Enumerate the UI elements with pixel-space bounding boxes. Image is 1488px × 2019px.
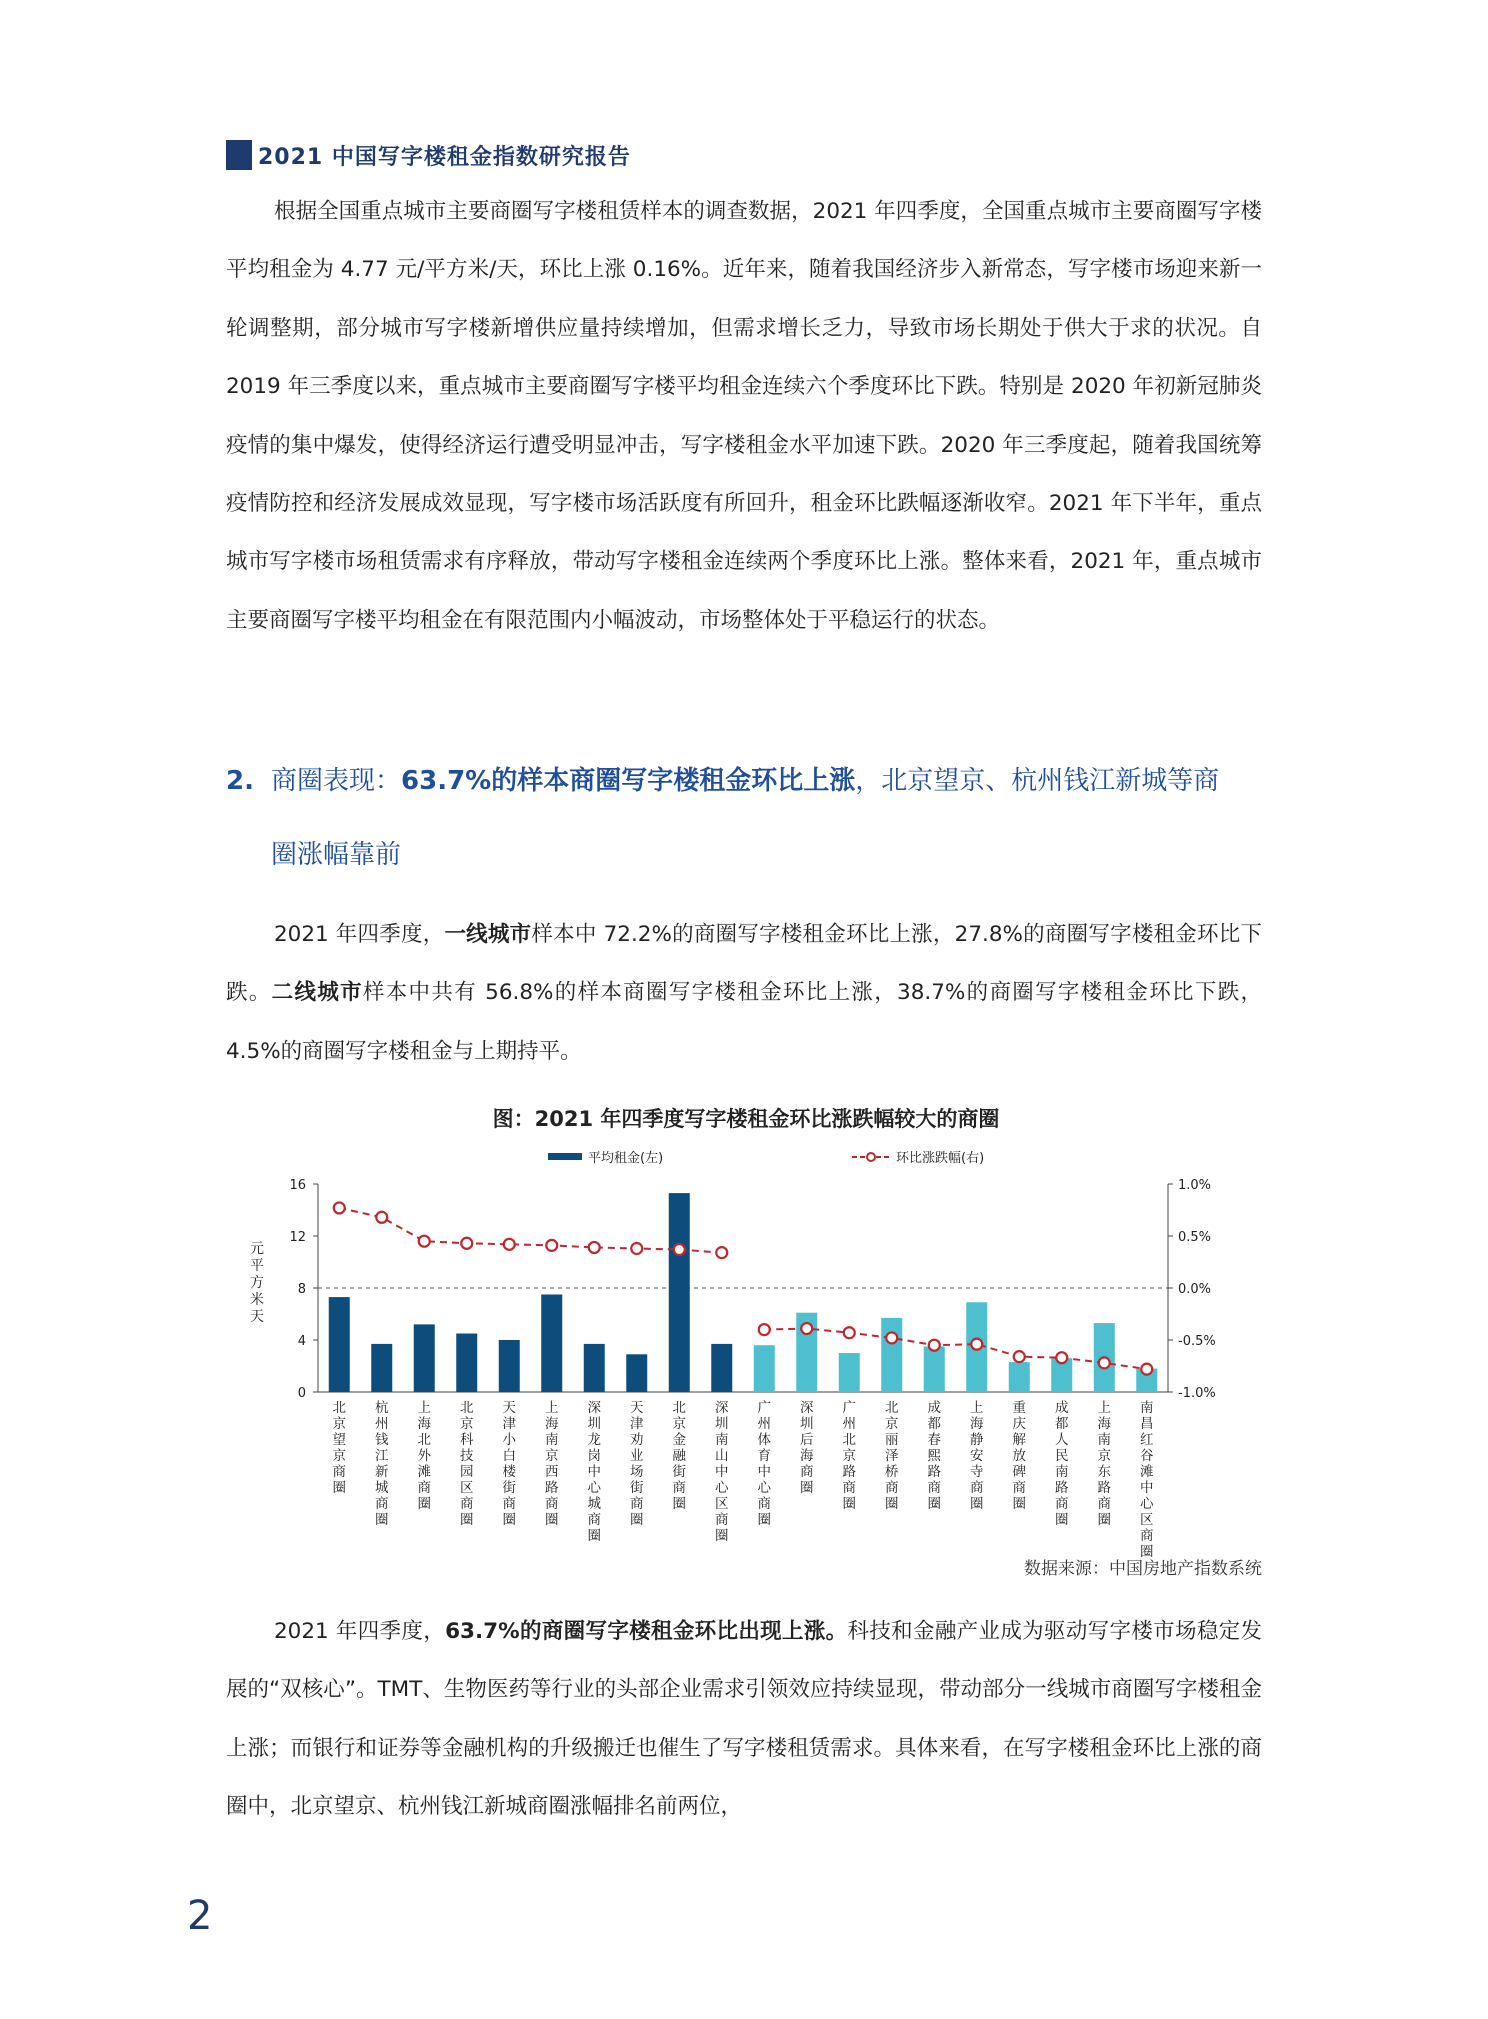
change-point	[546, 1240, 557, 1251]
section-title-suffix: ，北京望京、杭州钱江新城等商	[855, 766, 1220, 796]
category-label-char: 京	[672, 1416, 686, 1432]
category-label-char: 商	[927, 1480, 941, 1496]
category-label-char: 商	[970, 1480, 984, 1496]
y-tick-label-left: 0	[297, 1386, 306, 1401]
change-point	[504, 1239, 515, 1250]
category-label-char: 中	[587, 1464, 601, 1480]
category-label-char: 广	[757, 1400, 771, 1416]
category-label-char: 圳	[715, 1416, 729, 1432]
category-label-char: 海	[417, 1416, 431, 1432]
category-label-char: 商	[545, 1496, 559, 1512]
paragraph-3	[226, 1603, 1262, 1837]
category-label-char: 圳	[587, 1416, 601, 1432]
bar	[711, 1344, 732, 1392]
category-label-char: 街	[672, 1464, 686, 1480]
category-label-char: 都	[927, 1416, 941, 1432]
p2-text-a: 2021 年四季度，	[274, 922, 445, 947]
y-tick-label-right: 0.5%	[1178, 1230, 1212, 1245]
category-label-char: 中	[757, 1464, 771, 1480]
change-point	[1014, 1351, 1025, 1362]
category-label-char: 场	[630, 1464, 644, 1480]
y-tick-label-right: -1.0%	[1178, 1386, 1216, 1401]
category-label-char: 北	[842, 1432, 856, 1448]
category-label-char: 东	[1097, 1464, 1111, 1480]
category-label-char: 谷	[1140, 1448, 1154, 1464]
change-point	[376, 1212, 387, 1223]
p3-bold: 63.7%的商圈写字楼租金环比出现上涨。	[445, 1619, 848, 1644]
category-label-char: 中	[1140, 1480, 1154, 1496]
category-label-char: 心	[1140, 1496, 1154, 1512]
change-point	[461, 1238, 472, 1249]
category-label-char: 京	[332, 1448, 346, 1464]
category-label-char: 商	[672, 1480, 686, 1496]
change-point	[716, 1247, 727, 1258]
category-label-char: 商	[417, 1480, 431, 1496]
category-label-char: 北	[885, 1400, 899, 1416]
change-point	[631, 1243, 642, 1254]
y-tick-label-left: 16	[289, 1178, 306, 1193]
category-label-char: 商	[715, 1512, 729, 1528]
category-label-char: 北	[672, 1400, 686, 1416]
category-label-char: 泽	[885, 1448, 899, 1464]
category-label-char: 深	[587, 1400, 601, 1416]
category-label-char: 圈	[417, 1496, 431, 1512]
category-label-char: 外	[417, 1448, 431, 1464]
category-label-char: 城	[587, 1496, 601, 1512]
category-label-char: 路	[842, 1464, 856, 1480]
category-label-char: 州	[757, 1416, 771, 1432]
category-label-char: 区	[1140, 1512, 1154, 1528]
category-label-char: 商	[757, 1496, 771, 1512]
legend-line-label: 环比涨跌幅(右)	[896, 1151, 985, 1166]
chart-title: 图：2021 年四季度写字楼租金环比涨跌幅较大的商圈	[492, 1107, 1000, 1131]
category-label-char: 上	[1097, 1400, 1111, 1416]
category-label-char: 重	[1012, 1400, 1026, 1416]
category-label-char: 熙	[927, 1448, 941, 1464]
category-label-char: 海	[1097, 1416, 1111, 1432]
category-label-char: 圈	[927, 1496, 941, 1512]
category-label-char: 圈	[375, 1512, 389, 1528]
category-label-char: 北	[460, 1400, 474, 1416]
category-label-char: 天	[502, 1400, 516, 1416]
category-label-char: 圈	[800, 1480, 814, 1496]
category-label-char: 金	[672, 1432, 686, 1448]
category-label-char: 山	[715, 1448, 729, 1464]
category-label-char: 商	[630, 1496, 644, 1512]
category-label-char: 岗	[587, 1448, 601, 1464]
category-label-char: 商	[1055, 1496, 1069, 1512]
category-label-char: 庆	[1012, 1416, 1026, 1432]
y-axis-label-char: 平	[250, 1258, 264, 1274]
paragraph-1-text: 根据全国重点城市主要商圈写字楼租赁样本的调查数据，2021 年四季度，全国重点城市主要商圈写字楼平均租金为 4.77 元/平方米/天，环比上涨 0.16%。近年来，随着我国经济步入新常态，写字楼市场迎来新一轮调整期，部分城市写字楼新增供应量持续增加，但需求增长乏力，导致市场长期处于供大于求的状况。自 2019 年三季度以来，重点城市主要商圈写字楼平均租金连续六个季度环比下跌。特别是 2020 年初新冠肺炎疫情的集中爆发，使得经济运行遭受明显冲击，写字楼租金水平加速下跌。2020 年三季度起，随着我国统筹疫情防控和经济发展成效显现，写字楼市场活跃度有所回升，租金环比跌幅逐渐收窄。2021 年下半年，重点城市写字楼市场租赁需求有序释放，带动写字楼租金连续两个季度环比上涨。整体来看，2021 年，重点城市主要商圈写字楼平均租金在有限范围内小幅波动，市场整体处于平稳运行的状态。	[226, 199, 1262, 633]
category-label-char: 商	[800, 1464, 814, 1480]
category-label-char: 技	[460, 1448, 474, 1464]
category-label-char: 京	[460, 1416, 474, 1432]
category-label-char: 街	[502, 1480, 516, 1496]
category-label-char: 科	[460, 1432, 474, 1448]
category-label-char: 滩	[417, 1464, 431, 1480]
category-label-char: 人	[1055, 1432, 1069, 1448]
bar	[414, 1324, 435, 1392]
category-label-char: 丽	[885, 1432, 899, 1448]
category-label-char: 商	[502, 1496, 516, 1512]
y-tick-label-left: 4	[297, 1334, 306, 1349]
category-label-char: 海	[970, 1416, 984, 1432]
data-source: 数据来源：中国房地产指数系统	[1024, 1559, 1262, 1579]
p3-text-c: 科技和金融产业成为驱动写字楼市场稳定发展的“双核心”。TMT、生物医药等行业的头部企业需求引领效应持续显现，带动部分一线城市商圈写字楼租金上涨；而银行和证券等金融机构的升级搬迁也催生了写字楼租赁需求。具体来看，在写字楼租金环比上涨的商圈中，北京望京、杭州钱江新城商圈涨幅排名前两位，	[226, 1619, 1262, 1820]
y-tick-label-right: -0.5%	[1178, 1334, 1216, 1349]
bar	[754, 1345, 775, 1392]
category-label-char: 心	[757, 1480, 771, 1496]
category-label-char: 深	[715, 1400, 729, 1416]
category-label-char: 商	[1140, 1528, 1154, 1544]
category-label-char: 钱	[375, 1432, 389, 1448]
p2-bold-first-tier: 一线城市	[444, 922, 532, 947]
category-label-char: 业	[630, 1448, 644, 1464]
bar	[626, 1354, 647, 1392]
category-label-char: 劝	[630, 1432, 644, 1448]
section-title-line2: 圈涨幅靠前	[271, 840, 402, 870]
change-point	[886, 1332, 897, 1343]
category-label-char: 圈	[460, 1512, 474, 1528]
category-label-char: 春	[927, 1432, 941, 1448]
category-label-char: 圈	[1097, 1512, 1111, 1528]
y-axis-label-char: 米	[250, 1292, 264, 1308]
category-label-char: 滩	[1140, 1464, 1154, 1480]
change-point	[971, 1339, 982, 1350]
category-label-char: 圈	[1012, 1496, 1026, 1512]
y-tick-label-left: 8	[297, 1282, 306, 1297]
category-label-char: 商	[1097, 1496, 1111, 1512]
category-label-char: 商	[375, 1496, 389, 1512]
category-label-char: 街	[630, 1480, 644, 1496]
section-title-prefix: 商圈表现：	[271, 766, 402, 796]
category-label-char: 民	[1055, 1448, 1069, 1464]
p3-text-a: 2021 年四季度，	[274, 1619, 446, 1644]
category-label-char: 西	[545, 1464, 559, 1480]
category-label-char: 区	[460, 1480, 474, 1496]
change-point	[759, 1324, 770, 1335]
category-label-char: 桥	[885, 1464, 899, 1480]
category-label-char: 州	[842, 1416, 856, 1432]
category-label-char: 海	[800, 1448, 814, 1464]
section-number: 2.	[226, 766, 254, 796]
y-tick-label-right: 1.0%	[1178, 1178, 1212, 1193]
category-label-char: 圈	[545, 1512, 559, 1528]
category-label-char: 江	[375, 1448, 389, 1464]
category-label-char: 成	[1055, 1400, 1069, 1416]
category-label-char: 南	[545, 1432, 559, 1448]
category-label-char: 成	[927, 1400, 941, 1416]
bar	[1009, 1362, 1030, 1392]
category-label-char: 圈	[757, 1512, 771, 1528]
category-label-char: 城	[375, 1480, 389, 1496]
category-label-char: 南	[1140, 1400, 1154, 1416]
category-label-char: 融	[672, 1448, 686, 1464]
category-label-char: 放	[1012, 1448, 1026, 1464]
category-label-char: 商	[332, 1464, 346, 1480]
bar	[329, 1297, 350, 1392]
category-label-char: 京	[332, 1416, 346, 1432]
category-label-char: 圈	[715, 1528, 729, 1544]
change-point	[1141, 1364, 1152, 1375]
change-point	[844, 1327, 855, 1338]
category-label-char: 圈	[672, 1496, 686, 1512]
category-label-char: 新	[375, 1464, 389, 1480]
bar	[541, 1295, 562, 1393]
category-label-char: 心	[715, 1480, 729, 1496]
category-label-char: 寺	[970, 1464, 984, 1480]
category-label-char: 都	[1055, 1416, 1069, 1432]
category-label-char: 京	[545, 1448, 559, 1464]
p2-bold-second-tier: 二线城市	[271, 980, 363, 1006]
category-label-char: 园	[460, 1464, 474, 1480]
report-title: 2021 中国写字楼租金指数研究报告	[258, 144, 631, 170]
category-label-char: 圈	[842, 1496, 856, 1512]
category-label-char: 京	[842, 1448, 856, 1464]
y-tick-label-left: 12	[289, 1230, 306, 1245]
category-label-char: 京	[885, 1416, 899, 1432]
category-label-char: 体	[757, 1432, 771, 1448]
category-label-char: 南	[715, 1432, 729, 1448]
bar	[669, 1193, 690, 1392]
y-axis-label-char: 方	[250, 1275, 264, 1291]
category-label-char: 上	[970, 1400, 984, 1416]
y-tick-label-right: 0.0%	[1178, 1282, 1212, 1297]
category-label-char: 圈	[1140, 1544, 1154, 1560]
category-label-char: 育	[757, 1448, 771, 1464]
bar	[881, 1318, 902, 1392]
y-axis-label-char: 天	[250, 1309, 264, 1325]
category-label-char: 白	[502, 1448, 516, 1464]
category-label-char: 小	[502, 1432, 516, 1448]
category-label-char: 商	[587, 1512, 601, 1528]
change-point	[334, 1202, 345, 1213]
section-title-bold: 63.7%的样本商圈写字楼租金环比上涨	[401, 766, 856, 796]
p2-text-c: 样本中 72.2%的商圈写字楼租金环比上涨，27.8%的商圈写字楼租金环比下跌。	[226, 922, 1262, 1006]
category-label-char: 北	[417, 1432, 431, 1448]
category-label-char: 圈	[630, 1512, 644, 1528]
change-line-falling	[764, 1329, 1147, 1370]
bar	[924, 1347, 945, 1393]
bar	[584, 1344, 605, 1392]
category-label-char: 区	[715, 1496, 729, 1512]
category-label-char: 深	[800, 1400, 814, 1416]
category-label-char: 解	[1012, 1432, 1026, 1448]
change-point	[1099, 1357, 1110, 1368]
legend-bar-label: 平均租金(左)	[588, 1151, 664, 1166]
bar	[456, 1334, 477, 1393]
category-label-char: 中	[715, 1464, 729, 1480]
category-label-char: 安	[970, 1448, 984, 1464]
page-number: 2	[187, 1893, 213, 1939]
p2-text-e: 样本中共有 56.8%的样本商圈写字楼租金环比上涨，38.7%的商圈写字楼租金环比下跌，4.5%的商圈写字楼租金与上期持平。	[226, 980, 1262, 1064]
category-label-char: 路	[1055, 1480, 1069, 1496]
category-label-char: 圈	[502, 1512, 516, 1528]
category-label-char: 南	[1055, 1464, 1069, 1480]
category-label-char: 上	[417, 1400, 431, 1416]
category-label-char: 南	[1097, 1432, 1111, 1448]
category-label-char: 圈	[885, 1496, 899, 1512]
category-label-char: 津	[630, 1416, 644, 1432]
category-label-char: 海	[545, 1416, 559, 1432]
category-label-char: 红	[1140, 1432, 1154, 1448]
change-line-rising	[339, 1208, 722, 1253]
category-label-char: 商	[460, 1496, 474, 1512]
category-label-char: 圈	[587, 1528, 601, 1544]
change-point	[1056, 1352, 1067, 1363]
category-label-char: 京	[1097, 1448, 1111, 1464]
category-label-char: 圈	[1055, 1512, 1069, 1528]
category-label-char: 路	[1097, 1480, 1111, 1496]
category-label-char: 杭	[375, 1400, 389, 1416]
bar	[371, 1344, 392, 1392]
change-point	[674, 1244, 685, 1255]
category-label-char: 望	[332, 1432, 346, 1448]
category-label-char: 商	[842, 1480, 856, 1496]
category-label-char: 圈	[332, 1480, 346, 1496]
category-label-char: 路	[545, 1480, 559, 1496]
category-label-char: 商	[885, 1480, 899, 1496]
category-label-char: 路	[927, 1464, 941, 1480]
category-label-char: 楼	[502, 1464, 516, 1480]
change-point	[589, 1242, 600, 1253]
y-axis-label-char: 元	[250, 1241, 264, 1257]
bar	[499, 1340, 520, 1392]
category-label-char: 圈	[970, 1496, 984, 1512]
change-point	[929, 1340, 940, 1351]
category-label-char: 昌	[1140, 1416, 1154, 1432]
category-label-char: 广	[842, 1400, 856, 1416]
category-label-char: 天	[630, 1400, 644, 1416]
category-label-char: 静	[970, 1432, 984, 1448]
bar	[839, 1353, 860, 1392]
category-label-char: 心	[587, 1480, 601, 1496]
category-label-char: 圳	[800, 1416, 814, 1432]
change-point	[419, 1236, 430, 1247]
change-point	[801, 1323, 812, 1334]
category-label-char: 碑	[1012, 1464, 1026, 1480]
category-label-char: 津	[502, 1416, 516, 1432]
category-label-char: 州	[375, 1416, 389, 1432]
category-label-char: 后	[800, 1432, 814, 1448]
category-label-char: 北	[332, 1400, 346, 1416]
category-label-char: 龙	[587, 1432, 601, 1448]
category-label-char: 上	[545, 1400, 559, 1416]
category-label-char: 商	[1012, 1480, 1026, 1496]
